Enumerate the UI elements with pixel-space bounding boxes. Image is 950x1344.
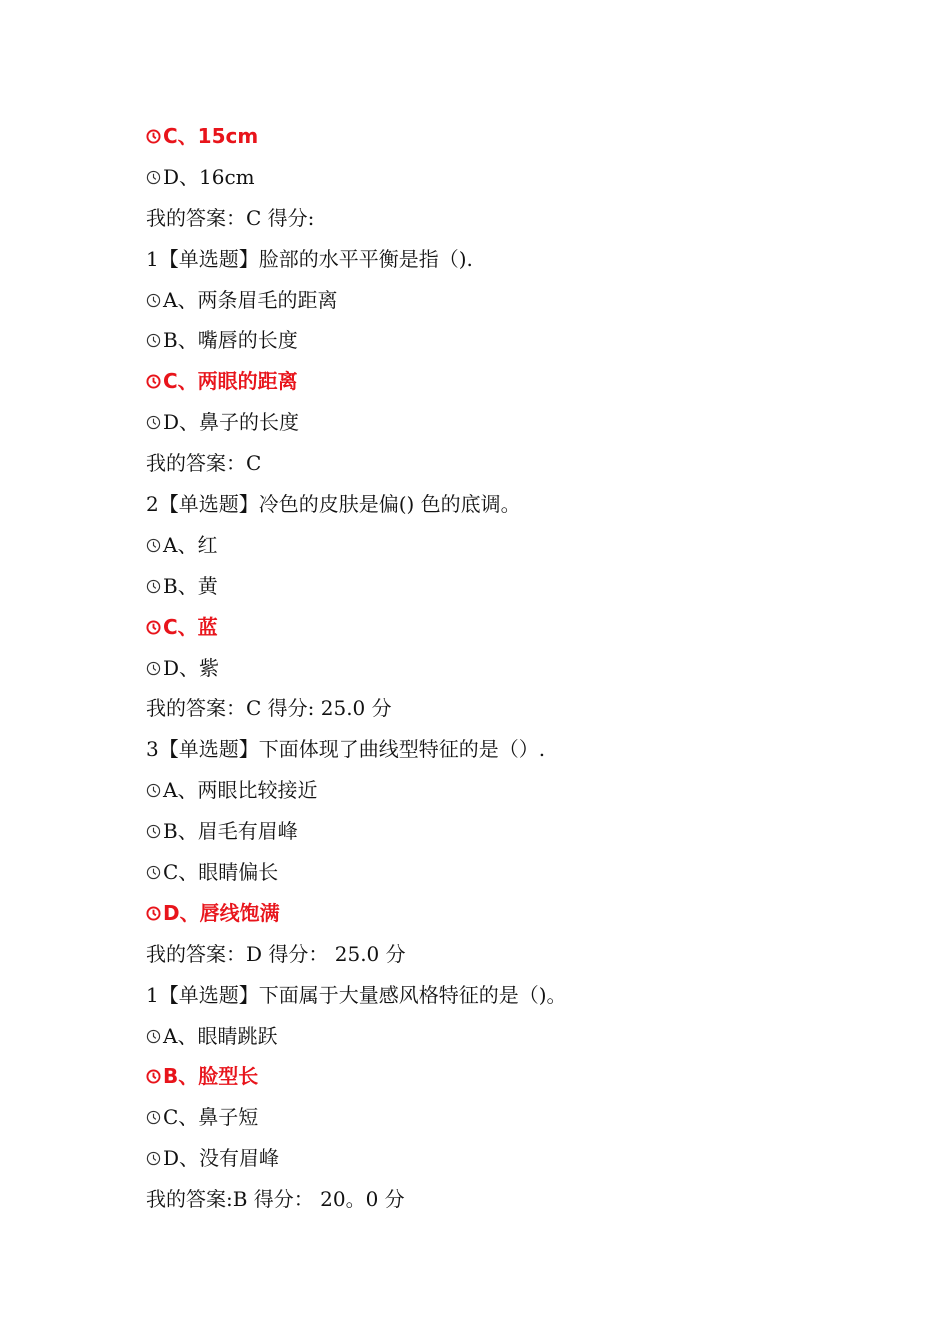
question-line [146, 729, 866, 770]
option-line [146, 525, 866, 566]
line-text: B、脸型长 [163, 1064, 259, 1089]
clock-icon [146, 1029, 161, 1044]
line-text: A、两条眉毛的距离 [163, 287, 338, 312]
line-text: C、眼睛偏长 [163, 860, 279, 885]
line-text: 我的答案：C 得分: [146, 205, 315, 230]
option-line [146, 1138, 866, 1179]
option-line [146, 648, 866, 689]
correct-option [146, 607, 866, 648]
line-text: 3【单选题】下面体现了曲线型特征的是（）. [146, 737, 546, 762]
answer-line [146, 1179, 866, 1220]
line-text: 我的答案：C [146, 451, 262, 476]
correct-option [146, 116, 866, 157]
line-text: A、红 [163, 532, 218, 557]
line-text: C、两眼的距离 [163, 369, 298, 394]
line-text: 我的答案：D 得分： 25.0 分 [146, 941, 406, 966]
correct-option [146, 893, 866, 934]
clock-icon [146, 374, 161, 389]
option-line [146, 157, 866, 198]
line-text: 我的答案:B 得分： 20。0 分 [146, 1187, 405, 1212]
clock-icon [146, 1151, 161, 1166]
line-text: B、嘴唇的长度 [163, 328, 298, 353]
line-text: D、紫 [163, 655, 220, 680]
line-text: D、鼻子的长度 [163, 410, 300, 435]
clock-icon [146, 333, 161, 348]
clock-icon [146, 783, 161, 798]
correct-option [146, 361, 866, 402]
clock-icon [146, 579, 161, 594]
line-text: C、15cm [163, 124, 259, 148]
option-line [146, 770, 866, 811]
clock-icon [146, 538, 161, 553]
line-text: A、两眼比较接近 [163, 778, 318, 803]
document-body [146, 116, 866, 1220]
line-text: D、唇线饱满 [163, 900, 280, 925]
line-text: D、16cm [163, 164, 255, 189]
question-line [146, 239, 866, 280]
option-line [146, 402, 866, 443]
option-line [146, 566, 866, 607]
question-line [146, 484, 866, 525]
clock-icon [146, 1069, 161, 1084]
clock-icon [146, 661, 161, 676]
clock-icon [146, 865, 161, 880]
option-line [146, 280, 866, 321]
answer-line [146, 443, 866, 484]
option-line [146, 320, 866, 361]
line-text: C、蓝 [163, 614, 218, 639]
question-line [146, 975, 866, 1016]
clock-icon [146, 824, 161, 839]
correct-option [146, 1056, 866, 1097]
answer-line [146, 934, 866, 975]
clock-icon [146, 1110, 161, 1125]
line-text: C、鼻子短 [163, 1105, 259, 1130]
line-text: 2【单选题】冷色的皮肤是偏() 色的底调。 [146, 492, 521, 517]
clock-icon [146, 620, 161, 635]
clock-icon [146, 906, 161, 921]
clock-icon [146, 170, 161, 185]
line-text: 我的答案：C 得分: 25.0 分 [146, 696, 392, 721]
option-line [146, 1016, 866, 1057]
line-text: B、眉毛有眉峰 [163, 819, 298, 844]
answer-line [146, 688, 866, 729]
option-line [146, 852, 866, 893]
answer-line [146, 198, 866, 239]
option-line [146, 1097, 866, 1138]
line-text: B、黄 [163, 573, 218, 598]
option-line [146, 811, 866, 852]
line-text: 1【单选题】脸部的水平平衡是指（). [146, 246, 473, 271]
line-text: 1【单选题】下面属于大量感风格特征的是（)。 [146, 982, 567, 1007]
clock-icon [146, 415, 161, 430]
clock-icon [146, 129, 161, 144]
line-text: D、没有眉峰 [163, 1146, 280, 1171]
clock-icon [146, 293, 161, 308]
line-text: A、眼睛跳跃 [163, 1023, 278, 1048]
